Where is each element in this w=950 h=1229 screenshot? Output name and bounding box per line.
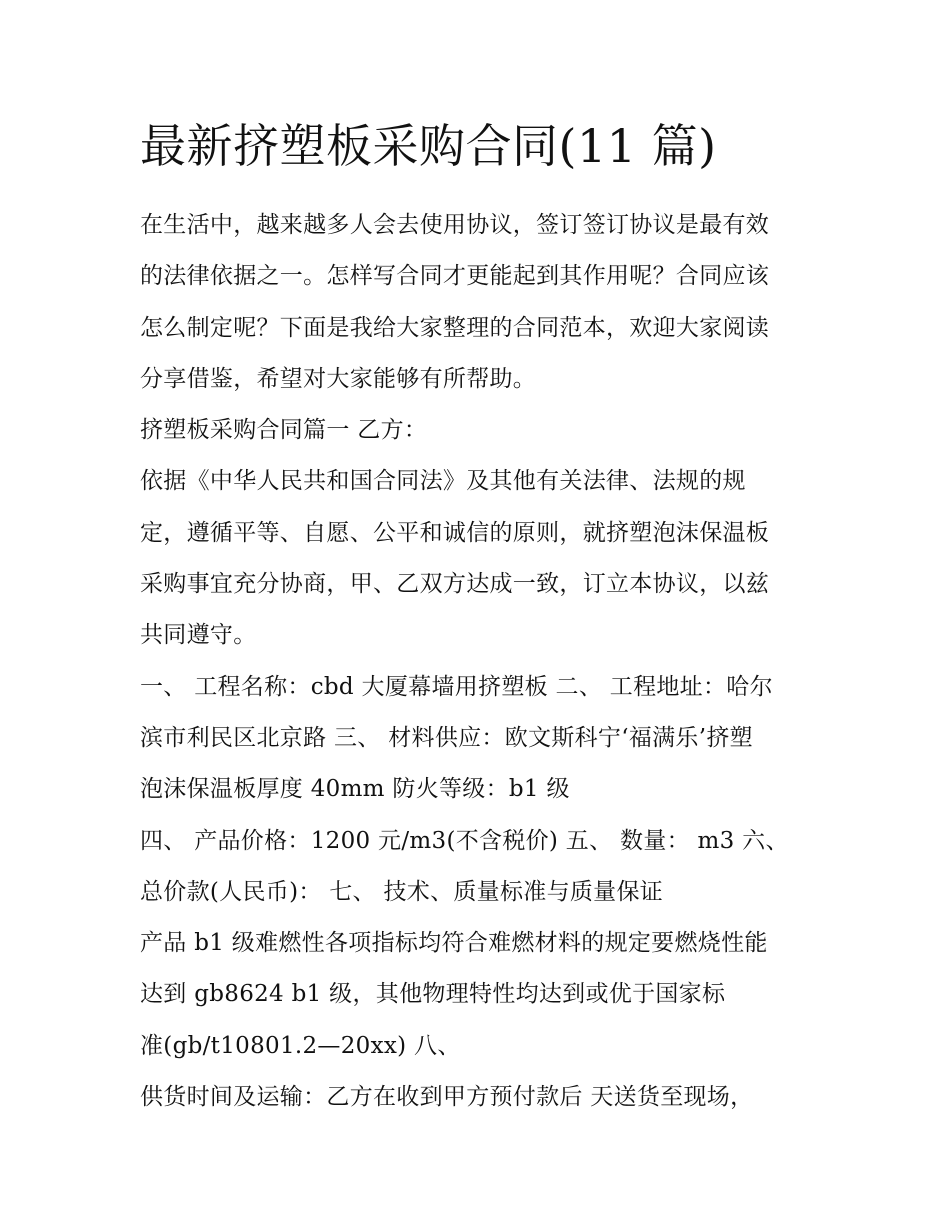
body-line: 泡沫保温板厚度 40mm 防火等级：b1 级 [140, 776, 570, 803]
body-line: 滨市利民区北京路 三、 材料供应：欧文斯科宁‘福满乐’挤塑 [140, 724, 753, 751]
body-line: 共同遵守。 [140, 622, 257, 649]
body-line: 达到 gb8624 b1 级，其他物理特性均达到或优于国家标 [140, 981, 726, 1008]
body-line: 一、 工程名称：cbd 大厦幕墙用挤塑板 二、 工程地址：哈尔 [140, 673, 773, 700]
body-line: 依据《中华人民共和国合同法》及其他有关法律、法规的规 [140, 468, 746, 495]
body-line: 产品 b1 级难燃性各项指标均符合难燃材料的规定要燃烧性能 [140, 930, 768, 957]
document-title: 最新挤塑板采购合同(11 篇) [140, 119, 717, 173]
body-line: 供货时间及运输：乙方在收到甲方预付款后 天送货至现场， [140, 1084, 754, 1111]
body-line: 总价款(人民币)： 七、 技术、质量标准与质量保证 [140, 878, 664, 905]
body-line: 定，遵循平等、自愿、公平和诚信的原则，就挤塑泡沫保温板 [140, 519, 770, 546]
document-body [140, 200, 820, 1123]
body-line: 的法律依据之一。怎样写合同才更能起到其作用呢？合同应该 [140, 263, 770, 290]
body-line: 分享借鉴，希望对大家能够有所帮助。 [140, 365, 537, 392]
body-line: 怎么制定呢？下面是我给大家整理的合同范本，欢迎大家阅读 [140, 314, 770, 341]
body-line: 采购事宜充分协商，甲、乙双方达成一致，订立本协议，以兹 [140, 571, 770, 598]
body-line: 准(gb/t10801.2—20xx) 八、 [140, 1032, 461, 1059]
body-line: 在生活中，越来越多人会去使用协议，签订签订协议是最有效 [140, 212, 770, 238]
body-line: 四、 产品价格：1200 元/m3(不含税价) 五、 数量： m3 六、 [140, 827, 789, 854]
body-line: 挤塑板采购合同篇一 乙方： [140, 417, 428, 444]
